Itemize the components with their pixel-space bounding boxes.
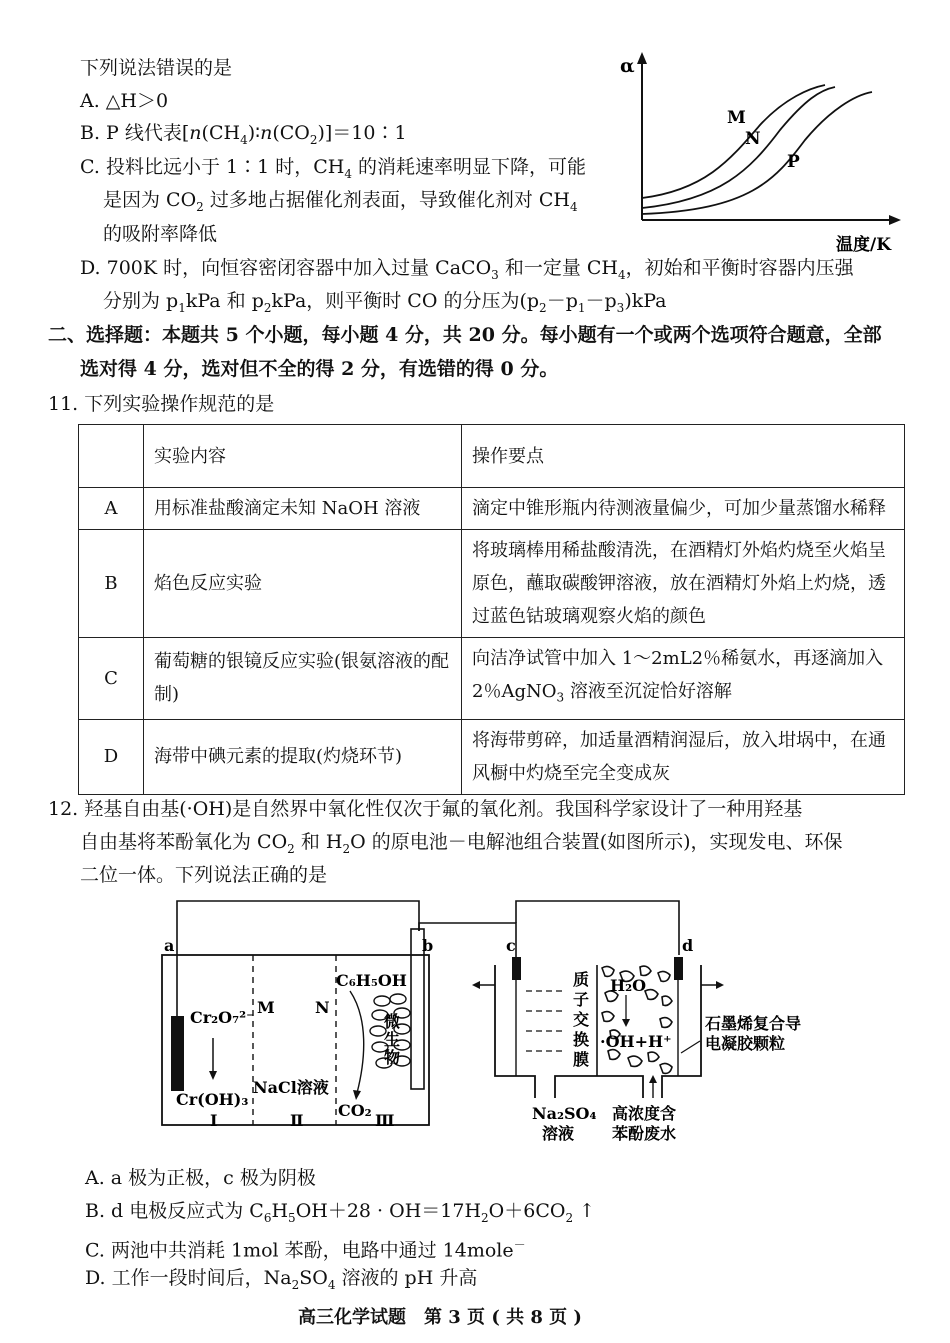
wire-a-b bbox=[177, 901, 419, 1021]
label-microbe-3: 物 bbox=[384, 1048, 401, 1067]
q10-option-c-line1: C. 投料比远小于 1∶1 时，$CH_4$ 的消耗速率明显下降，可能 bbox=[80, 156, 586, 181]
membrane-char-5: 膜 bbox=[573, 1050, 590, 1069]
q11-stem: 11. 下列实验操作规范的是 bbox=[48, 393, 275, 415]
table-cell-option: D bbox=[79, 719, 144, 794]
outlet-left-arrowhead bbox=[472, 981, 480, 989]
label-nacl: NaCl溶液 bbox=[253, 1078, 329, 1097]
h2o-arrowhead bbox=[622, 1019, 630, 1027]
label-phenol-water-2: 苯酚废水 bbox=[612, 1124, 677, 1143]
outlet-right-arrowhead bbox=[716, 981, 724, 989]
table-cell-point: 将玻璃棒用稀盐酸清洗，在酒精灯外焰灼烧至火焰呈原色，蘸取碳酸钾溶液，放在酒精灯外焰上灼烧，透过蓝色钴玻璃观察火焰的颜色 bbox=[462, 530, 905, 638]
label-oh-h: ·OH+H⁺ bbox=[600, 1032, 672, 1051]
curve-m bbox=[642, 85, 825, 198]
q10-option-d-line1: D. 700K 时，向恒容密闭容器中加入过量 CaCO$_3$ 和一定量 $CH_4$，初始和平衡时容器内压强 bbox=[80, 257, 854, 282]
solution-dashes bbox=[526, 991, 564, 1051]
membrane-char-2: 子 bbox=[573, 990, 590, 1009]
curve-p-label: P bbox=[787, 152, 800, 172]
label-graphene-2: 电凝胶颗粒 bbox=[705, 1034, 786, 1053]
table-header-cell bbox=[79, 425, 144, 488]
inlet-arrowhead bbox=[649, 1075, 657, 1083]
electrode-d bbox=[674, 957, 683, 980]
label-graphene-1: 石墨烯复合导 bbox=[705, 1014, 802, 1033]
oxidation-arrowhead bbox=[353, 1090, 361, 1100]
q12-stem-line2: 自由基将苯酚氧化为 $CO_2$ 和 $H_2O$ 的原电池－电解池组合装置(如图所示)，实现发电、环保 bbox=[80, 831, 843, 856]
table-cell-point: 将海带剪碎，加适量酒精润湿后，放入坩埚中，在通风橱中灼烧至完全变成灰 bbox=[462, 719, 905, 794]
electrode-a bbox=[171, 1016, 184, 1091]
x-axis-label: 温度/K bbox=[836, 235, 891, 255]
curve-n bbox=[642, 87, 835, 208]
battery-electrolysis-diagram bbox=[140, 893, 840, 1158]
q10-option-b: B. P 线代表$[n(CH_4)∶n(CO_2)]=10∶1$ bbox=[80, 122, 407, 147]
region-2-label: Ⅱ bbox=[290, 1111, 304, 1130]
q10-stem: 下列说法错误的是 bbox=[80, 57, 233, 79]
label-microbe-2: 生 bbox=[384, 1030, 401, 1049]
table-cell-point: 滴定中锥形瓶内待测液量偏少，可加少量蒸馏水稀释 bbox=[462, 488, 905, 530]
q10-option-c-line2: 是因为 $CO_2$ 过多地占据催化剂表面，导致催化剂对 $CH_4$ bbox=[103, 189, 578, 214]
electrolysis-cell-bottom bbox=[555, 1076, 643, 1098]
q12-option-c: C. 两池中共消耗 1mol 苯酚，电路中通过 14mole－ bbox=[85, 1238, 526, 1262]
label-d: d bbox=[682, 936, 694, 955]
oxidation-arrow bbox=[350, 991, 364, 1093]
membrane-char-4: 换 bbox=[573, 1030, 590, 1049]
table-cell-content: 海带中碘元素的提取(灼烧环节) bbox=[144, 719, 462, 794]
table-row bbox=[79, 719, 905, 794]
table-cell-content: 葡萄糖的银镜反应实验(银氨溶液的配制) bbox=[144, 638, 462, 720]
table-cell-option: C bbox=[79, 638, 144, 720]
q12-option-a: A. a 极为正极，c 极为阴极 bbox=[85, 1167, 316, 1189]
label-co2: CO₂ bbox=[338, 1101, 372, 1120]
table-header-cell: 操作要点 bbox=[462, 425, 905, 488]
graphene-pointer bbox=[681, 1041, 700, 1053]
alpha-temperature-graph bbox=[610, 50, 910, 260]
q12-option-b: B. d 电极反应式为 $C_6H_5OH+28 \cdot OH=17H_2O+6CO_2$ ↑ bbox=[85, 1200, 596, 1225]
table-row bbox=[79, 530, 905, 638]
q12-stem-line3: 二位一体。下列说法正确的是 bbox=[80, 864, 328, 886]
label-cr2o7: Cr₂O₇²⁻ bbox=[190, 1008, 255, 1027]
membrane-char-1: 质 bbox=[573, 970, 590, 989]
wire-b-c bbox=[419, 923, 516, 965]
curve-p bbox=[642, 92, 872, 214]
table-cell-content: 焰色反应实验 bbox=[144, 530, 462, 638]
experiment-table bbox=[78, 424, 905, 795]
label-c: c bbox=[506, 936, 516, 955]
region-1-label: Ⅰ bbox=[210, 1111, 218, 1130]
q10-option-c-line3: 的吸附率降低 bbox=[103, 223, 218, 245]
membrane-char-3: 交 bbox=[573, 1010, 590, 1029]
q10-option-d-line2: 分别为 $p_1kPa$ 和 $p_2kPa$，则平衡时 CO 的分压为$(p_2-p_1-p_3)kPa$ bbox=[103, 290, 667, 315]
wire-to-d bbox=[516, 901, 679, 955]
label-m: M bbox=[257, 998, 275, 1017]
label-b: b bbox=[422, 936, 434, 955]
label-h2o: H₂O bbox=[610, 976, 647, 995]
label-na2so4-solution: 溶液 bbox=[542, 1124, 575, 1143]
region-3-label: Ⅲ bbox=[375, 1111, 395, 1130]
label-microbe-1: 微 bbox=[384, 1012, 401, 1031]
label-na2so4: Na₂SO₄ bbox=[532, 1104, 597, 1123]
q12-stem-line1: 12. 羟基自由基(·OH)是自然界中氧化性仅次于氟的氧化剂。我国科学家设计了一种用羟基 bbox=[48, 798, 803, 820]
label-a: a bbox=[164, 936, 175, 955]
page-footer: 高三化学试题 第 3 页 ( 共 8 页 ) bbox=[298, 1307, 582, 1328]
electrode-c bbox=[512, 957, 521, 980]
q12-option-d: D. 工作一段时间后，$Na_2SO_4$ 溶液的 pH 升高 bbox=[85, 1267, 478, 1292]
q10-option-a: A. △H＞0 bbox=[80, 90, 169, 112]
label-n: N bbox=[315, 998, 330, 1017]
table-cell-option: A bbox=[79, 488, 144, 530]
table-header-row bbox=[79, 425, 905, 488]
label-phenol-water-1: 高浓度含 bbox=[612, 1104, 677, 1123]
table-row bbox=[79, 638, 905, 720]
label-c6h5oh: C₆H₅OH bbox=[336, 971, 407, 990]
table-cell-content: 用标准盐酸滴定未知 NaOH 溶液 bbox=[144, 488, 462, 530]
section2-instructions-line2: 选对得 4 分，选对但不全的得 2 分，有选错的得 0 分。 bbox=[80, 358, 559, 380]
section2-instructions-line1: 二、选择题：本题共 5 个小题，每小题 4 分，共 20 分。每小题有一个或两个选项符合题意，全部 bbox=[48, 324, 882, 346]
curve-n-label: N bbox=[745, 129, 761, 149]
curve-m-label: M bbox=[727, 108, 746, 128]
y-axis-arrow bbox=[637, 52, 647, 64]
y-axis-label: α bbox=[620, 55, 635, 77]
table-header-cell: 实验内容 bbox=[144, 425, 462, 488]
table-cell-option: B bbox=[79, 530, 144, 638]
table-cell-point: 向洁净试管中加入 1～2mL2％稀氨水，再逐滴加入 2％AgNO$_3$ 溶液至沉淀恰好溶解 bbox=[462, 638, 905, 720]
reduction-arrowhead bbox=[209, 1071, 217, 1080]
x-axis-arrow bbox=[889, 215, 901, 225]
table-row bbox=[79, 488, 905, 530]
label-croh3: Cr(OH)₃ bbox=[176, 1090, 249, 1109]
